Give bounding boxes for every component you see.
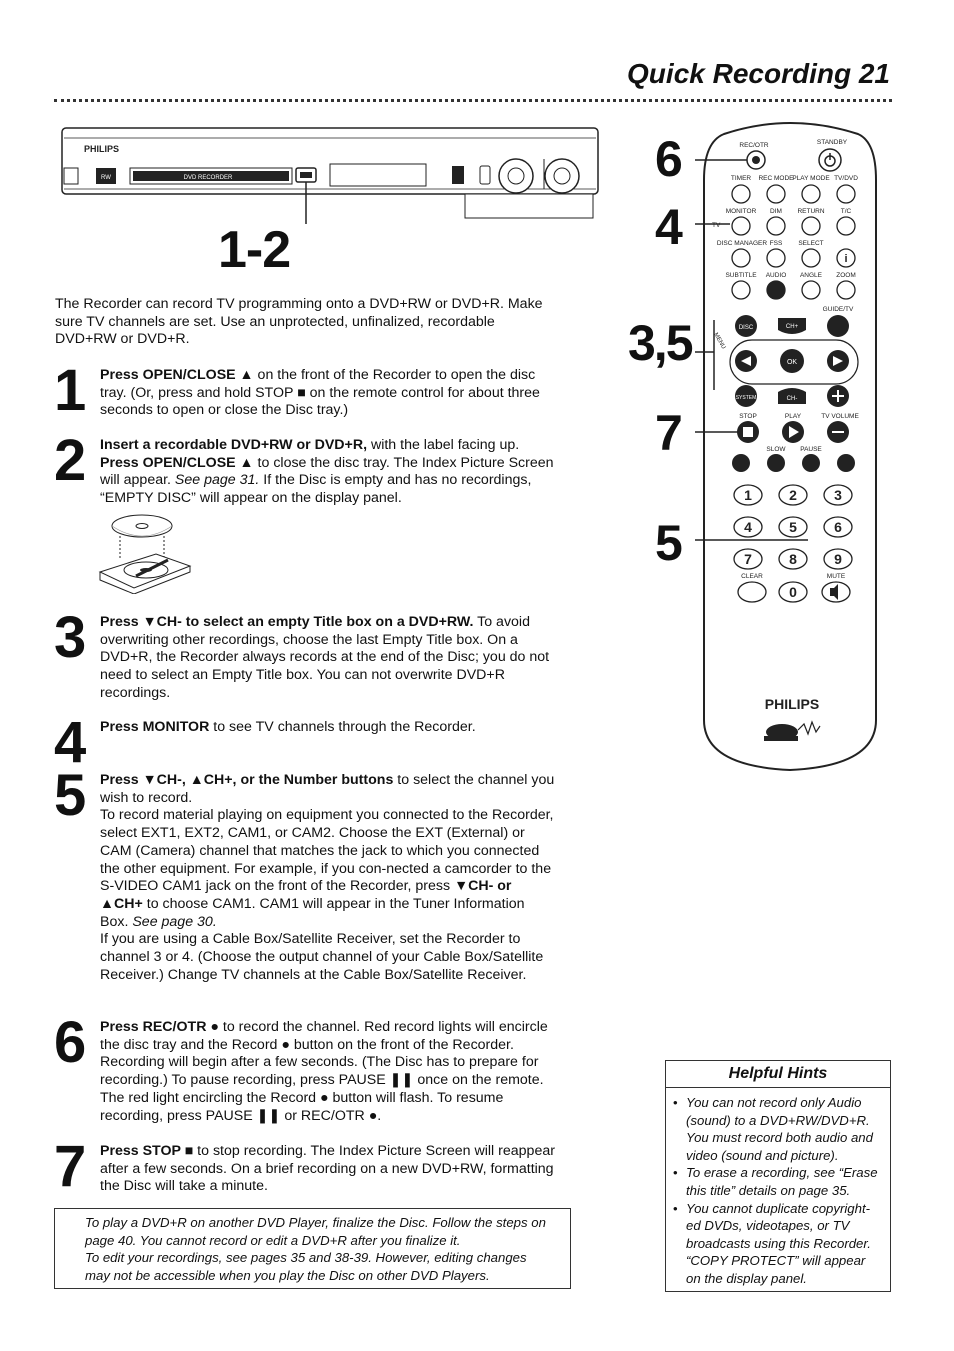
step-2-text xyxy=(100,437,555,508)
slow-button[interactable] xyxy=(767,454,785,472)
play-mode-button[interactable] xyxy=(802,185,820,203)
digit-3-label: 3 xyxy=(834,487,842,503)
monitor-label: MONITOR xyxy=(725,208,757,215)
digit-1-label: 1 xyxy=(744,487,752,503)
step-7-text xyxy=(100,1143,555,1196)
step-number-5: 5 xyxy=(54,763,85,828)
remote-callout-6: 6 xyxy=(655,131,681,187)
ok-label: OK xyxy=(786,359,798,366)
step-6-body: to record the channel. Red record lights will encircle the disc tray and the Record ● button on the front of the Recorder. Recording will begin after a few seconds. (The Disc has to prepare for recording.) To pause recording, press PAUSE ❚❚ once on the remote. The red light encircling the Record ● button will flash. To resume recording, press PAUSE ❚❚ or REC/OTR ●. xyxy=(100,1019,548,1124)
play-mode-label: PLAY MODE xyxy=(792,175,830,182)
pause-button[interactable] xyxy=(802,454,820,472)
return-label: RETURN xyxy=(797,208,825,215)
step-5-text xyxy=(100,772,555,984)
angle-button[interactable] xyxy=(802,281,820,299)
step-5-para2-end: to choose CAM1. CAM1 will appear in the Tuner Information Box. xyxy=(100,895,525,930)
hint-item: • To erase a recording, see “Erase this title” details on page 35. xyxy=(686,1164,882,1199)
ch-plus-label: CH+ xyxy=(785,324,799,330)
step-number-4: 4 xyxy=(54,710,85,775)
zoom-button[interactable] xyxy=(837,281,855,299)
fss-label: FSS xyxy=(769,240,783,247)
step-5-page-ref: See page 30. xyxy=(132,913,217,930)
tc-label: T/C xyxy=(840,208,852,215)
step-1-text xyxy=(100,367,555,420)
step-2-body-2: to close the disc tray. The Index Picture Screen will appear. xyxy=(100,454,554,489)
digit-5-label: 5 xyxy=(789,519,797,535)
remote-callout-7: 7 xyxy=(655,405,681,461)
step-4-body: to see TV channels through the Recorder. xyxy=(209,719,476,735)
helpful-hints-title: Helpful Hints xyxy=(666,1061,890,1088)
digit-4-label: 4 xyxy=(744,519,752,535)
step-number-6: 6 xyxy=(54,1010,85,1075)
rw-badge: RW xyxy=(101,175,111,181)
step-7-bold: Press STOP ■ xyxy=(100,1143,194,1159)
digit-2-label: 2 xyxy=(789,487,797,503)
hint-item: • You cannot duplicate copyright-ed DVDs, videotapes, or TV broadcasts using this Recorder. “COPY PROTECT” will appear on the display panel. xyxy=(686,1200,882,1288)
play-label: PLAY xyxy=(784,413,802,420)
angle-label: ANGLE xyxy=(799,272,823,279)
step-5-body: to select the channel you wish to record. xyxy=(100,772,555,806)
subtitle-label: SUBTITLE xyxy=(725,272,757,279)
select-button[interactable] xyxy=(802,249,820,267)
previous-button[interactable] xyxy=(732,454,750,472)
note-line-2: To edit your recordings, see pages 35 and 38-39. However, editing changes may not be accessible when you play the Disc on other DVD Players. xyxy=(85,1250,527,1283)
note-box xyxy=(54,1208,571,1289)
subtitle-button[interactable] xyxy=(732,281,750,299)
digit-0-label: 0 xyxy=(789,584,797,600)
return-button[interactable] xyxy=(802,217,820,235)
clear-button[interactable] xyxy=(738,582,766,602)
intro-paragraph: The Recorder can record TV programming onto a DVD+RW or DVD+R. Make sure TV channels are set. Use an unprotected, unfinalized, recordable DVD+RW or DVD+R. xyxy=(55,296,543,348)
mute-label: MUTE xyxy=(826,573,846,580)
disc-manager-button[interactable] xyxy=(732,249,750,267)
audio-button[interactable] xyxy=(767,281,785,299)
clear-label: CLEAR xyxy=(741,573,763,580)
step-5-bold: Press ▼CH-, ▲CH+, or the Number buttons xyxy=(100,772,394,788)
tv-label: TV xyxy=(712,222,721,229)
timer-label: TIMER xyxy=(730,175,752,182)
remote-control-illustration xyxy=(690,120,890,780)
fss-button[interactable] xyxy=(767,249,785,267)
next-button[interactable] xyxy=(837,454,855,472)
digit-8-label: 8 xyxy=(789,551,797,567)
note-line-1: To play a DVD+R on another DVD Player, finalize the Disc. Follow the steps on page 40. You cannot record or edit a DVD+R after you finalize it. xyxy=(85,1215,546,1248)
digit-7-label: 7 xyxy=(744,551,752,567)
remote-callout-4: 4 xyxy=(655,199,681,255)
digit-9-label: 9 xyxy=(834,551,842,567)
step-1-body: on the front of the Recorder to open the disc tray. (Or, press and hold STOP ■ on the remote control for about three seconds to open or close the Disc tray.) xyxy=(100,367,540,419)
device-callout-number: 1-2 xyxy=(218,221,291,279)
remote-brand: PHILIPS xyxy=(764,696,820,712)
device-brand: PHILIPS xyxy=(84,144,120,154)
guide-tv-label: GUIDE/TV xyxy=(822,306,854,313)
device-label: DVD RECORDER xyxy=(183,175,233,181)
standby-label: STANDBY xyxy=(816,139,848,146)
audio-label: AUDIO xyxy=(765,272,787,279)
ch-minus-label: CH- xyxy=(786,396,798,402)
step-7-body: to stop recording. The Index Picture Screen will reappear after a few seconds. On a brief recording on a new DVD+RW, formatting the Disc will take a minute. xyxy=(100,1143,555,1195)
step-3-bold: Press ▼CH- to select an empty Title box on a DVD+RW. xyxy=(100,614,474,630)
dim-label: DIM xyxy=(770,208,782,215)
zoom-label: ZOOM xyxy=(836,272,856,279)
disc-manager-label: DISC MANAGER xyxy=(716,240,768,247)
hint-item: • You can not record only Audio (sound) to a DVD+RW/DVD+R. You must record both audio and video (sound and picture). xyxy=(686,1094,882,1164)
pause-label: PAUSE xyxy=(800,446,822,453)
rec-otr-label: REC/OTR xyxy=(739,142,769,149)
timer-button[interactable] xyxy=(732,185,750,203)
step-5-para2-bold: ▼CH- or ▲CH+ xyxy=(100,878,512,912)
menu-label: MENU xyxy=(712,332,727,351)
step-6-bold: Press REC/OTR ● xyxy=(100,1019,219,1035)
step-5-para2: To record material playing on equipment you connected to the Recorder, select EXT1, EXT2, CAM1, or CAM2. Choose the EXT (External) or CAM (Camera) channel that matches the jack to which you connected the other equipment. For example, if you con-nected a camcorder to the S-VIDEO CAM1 jack on the front of the Recorder, press xyxy=(100,807,554,895)
step-4-text xyxy=(100,719,555,737)
step-2-body-3: If the Disc is empty and has no recordings, “EMPTY DISC” will appear on the display panel. xyxy=(100,472,532,507)
tv-dvd-label: TV/DVD xyxy=(834,175,858,182)
remote-callout-3-5: 3,5 xyxy=(628,315,692,371)
step-2-bold: Insert a recordable DVD+RW or DVD+R, xyxy=(100,437,368,453)
step-2-page-ref: See page 31. xyxy=(174,472,260,489)
step-3-body: To avoid overwriting other recordings, choose the last Empty Title box. On a DVD+R, the Recorder always records at the end of the Disc; you do not need to select an Empty Title box. You can not overwrite DVD+R recordings. xyxy=(100,614,550,701)
step-3-text xyxy=(100,614,555,703)
step-5-para3: If you are using a Cable Box/Satellite Receiver, set the Recorder to channel 3 or 4. (Choose the output channel of your Cable Box/Satellite Receiver.) Change TV channels at the Cable Box/Satellite Receiver. xyxy=(100,931,544,983)
page-title: Quick Recording 21 xyxy=(627,58,890,89)
svg-text:i: i xyxy=(844,253,848,265)
rec-mode-label: REC MODE xyxy=(758,175,794,182)
step-number-7: 7 xyxy=(54,1134,85,1199)
step-1-bold: Press OPEN/CLOSE ▲ xyxy=(100,367,254,383)
select-label: SELECT xyxy=(798,240,824,247)
dvd-recorder-illustration xyxy=(60,124,605,224)
digit-6-label: 6 xyxy=(834,519,842,535)
step-number-2: 2 xyxy=(54,428,85,493)
step-number-3: 3 xyxy=(54,605,85,670)
dotted-rule xyxy=(54,99,892,102)
disc-label: DISC xyxy=(738,325,754,331)
guide-tv-button[interactable] xyxy=(827,315,849,337)
step-2-bold-2: Press OPEN/CLOSE ▲ xyxy=(100,454,254,471)
step-number-1: 1 xyxy=(54,358,85,423)
rec-mode-button[interactable] xyxy=(767,185,785,203)
remote-callout-5: 5 xyxy=(655,515,681,571)
step-4-bold: Press MONITOR xyxy=(100,719,210,735)
slow-label: SLOW xyxy=(766,446,786,453)
step-2-body: with the label facing up. xyxy=(367,437,520,453)
tv-dvd-button[interactable] xyxy=(837,185,855,203)
monitor-button[interactable] xyxy=(732,217,750,235)
disc-tray-illustration xyxy=(98,510,192,594)
system-label: SYSTEM xyxy=(735,395,757,401)
dim-button[interactable] xyxy=(767,217,785,235)
step-6-text xyxy=(100,1019,555,1125)
tc-button[interactable] xyxy=(837,217,855,235)
tv-volume-label: TV VOLUME xyxy=(821,413,859,420)
helpful-hints-box xyxy=(665,1060,891,1292)
stop-label: STOP xyxy=(739,413,757,420)
